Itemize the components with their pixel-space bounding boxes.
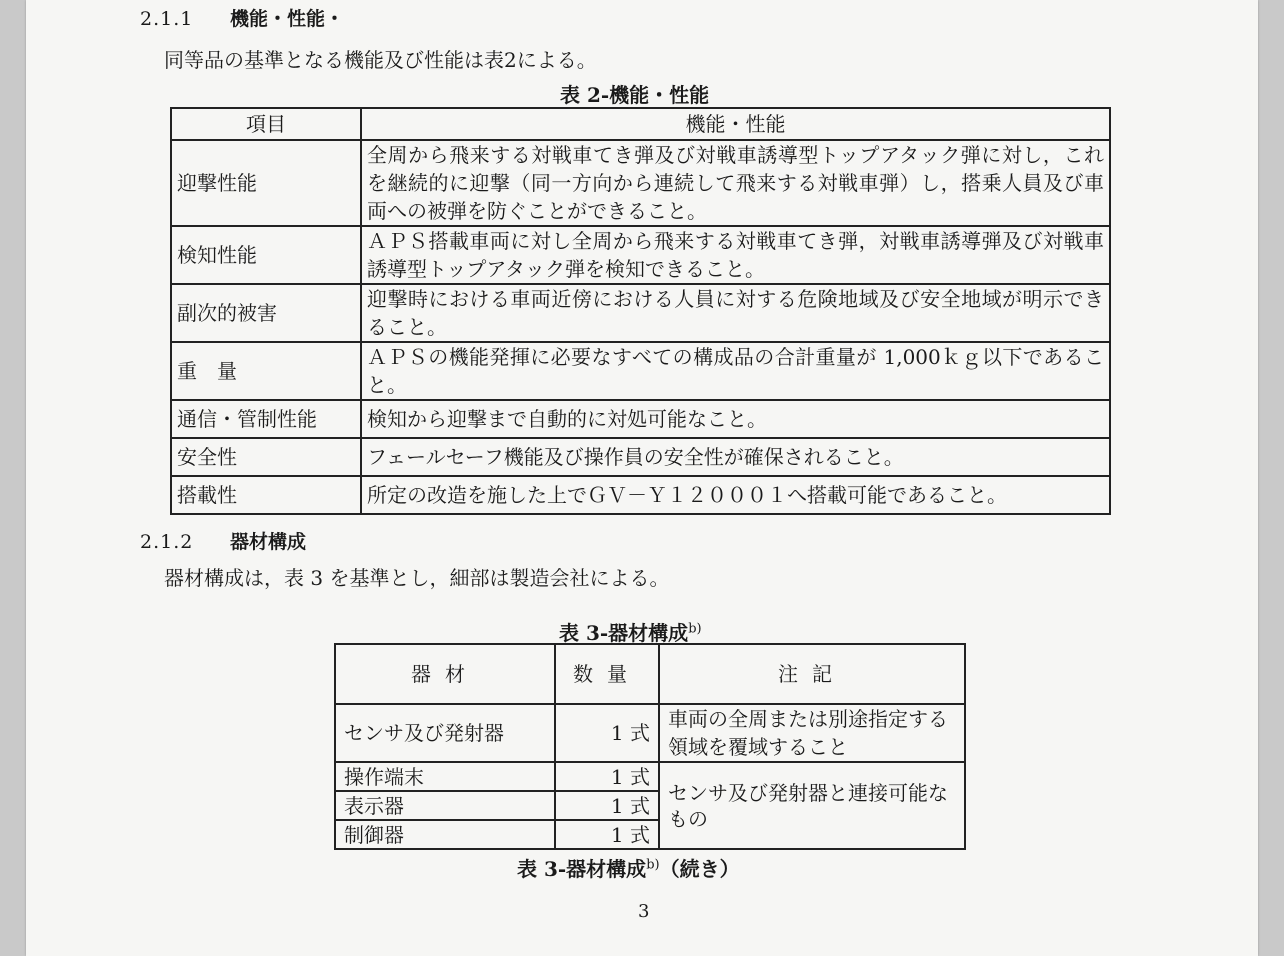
section-title: 器材構成 [230, 531, 307, 553]
table-3-caption-text: 表 3-器材構成 [559, 621, 689, 645]
row-item: 重 量 [171, 342, 361, 400]
page-number: 3 [638, 901, 650, 922]
table-3-continued-caption [517, 853, 740, 882]
intro-paragraph-2-1-2: 器材構成は，表 3 を基準とし，細部は製造会社による。 [164, 566, 670, 590]
row-material: 操作端末 [335, 762, 555, 791]
row-item: 副次的被害 [171, 284, 361, 342]
table-header-row [171, 108, 1110, 140]
section-2-1-2-heading [140, 527, 306, 554]
row-material: 制御器 [335, 820, 555, 849]
row-item: 通信・管制性能 [171, 400, 361, 438]
continued-caption-footnote: b) [646, 857, 660, 873]
row-item: 迎撃性能 [171, 140, 361, 226]
table-row [171, 438, 1110, 476]
document-page [26, 0, 1258, 956]
section-number: 2.1.2 [140, 531, 194, 553]
row-quantity: 1 式 [555, 820, 659, 849]
table-3-caption-footnote: b) [688, 621, 702, 637]
section-title: 機能・性能・ [230, 8, 345, 30]
row-description: 所定の改造を施した上でＧＶ－Ｙ１２０００１へ搭載可能であること。 [361, 476, 1110, 514]
row-description: ＡＰＳ搭載車両に対し全周から飛来する対戦車てき弾，対戦車誘導弾及び対戦車誘導型トップアタック弾を検知できること。 [361, 226, 1110, 284]
row-description: 検知から迎撃まで自動的に対処可能なこと。 [361, 400, 1110, 438]
row-quantity: 1 式 [555, 762, 659, 791]
row-description: ＡＰＳの機能発揮に必要なすべての構成品の合計重量が 1,000ｋｇ以下であること。 [361, 342, 1110, 400]
row-description: 迎撃時における車両近傍における人員に対する危険地域及び安全地域が明示できること。 [361, 284, 1110, 342]
continued-caption-suffix: （続き） [659, 857, 740, 881]
header-note: 注記 [659, 644, 965, 704]
header-item: 項目 [171, 108, 361, 140]
table-header-row [335, 644, 965, 704]
row-item: 検知性能 [171, 226, 361, 284]
table-row [335, 762, 965, 791]
row-material: 表示器 [335, 791, 555, 820]
continued-caption-text: 表 3-器材構成 [517, 857, 647, 881]
table-2-caption: 表 2-機能・性能 [560, 83, 710, 107]
table-row [335, 704, 965, 762]
header-material: 器材 [335, 644, 555, 704]
table-row [171, 342, 1110, 400]
equipment-table [334, 643, 966, 850]
table-3-caption [559, 617, 702, 646]
header-function-performance: 機能・性能 [361, 108, 1110, 140]
header-quantity: 数量 [555, 644, 659, 704]
row-material: センサ及び発射器 [335, 704, 555, 762]
table-row [171, 476, 1110, 514]
row-note: 車両の全周または別途指定する領域を覆域すること [659, 704, 965, 762]
row-quantity: 1 式 [555, 791, 659, 820]
row-item: 安全性 [171, 438, 361, 476]
section-2-1-1-heading [140, 4, 344, 31]
table-row [171, 226, 1110, 284]
intro-paragraph-2-1-1: 同等品の基準となる機能及び性能は表2による。 [164, 48, 597, 72]
table-row [171, 284, 1110, 342]
row-description: 全周から飛来する対戦車てき弾及び対戦車誘導型トップアタック弾に対し，これを継続的に迎撃（同一方向から連続して飛来する対戦車弾）し，搭乗人員及び車両への被弾を防ぐことができること。 [361, 140, 1110, 226]
row-description: フェールセーフ機能及び操作員の安全性が確保されること。 [361, 438, 1110, 476]
row-note: センサ及び発射器と連接可能なもの [659, 762, 965, 849]
function-performance-table [170, 107, 1111, 515]
table-row [171, 140, 1110, 226]
row-item: 搭載性 [171, 476, 361, 514]
table-row [171, 400, 1110, 438]
section-number: 2.1.1 [140, 8, 194, 30]
row-quantity: 1 式 [555, 704, 659, 762]
